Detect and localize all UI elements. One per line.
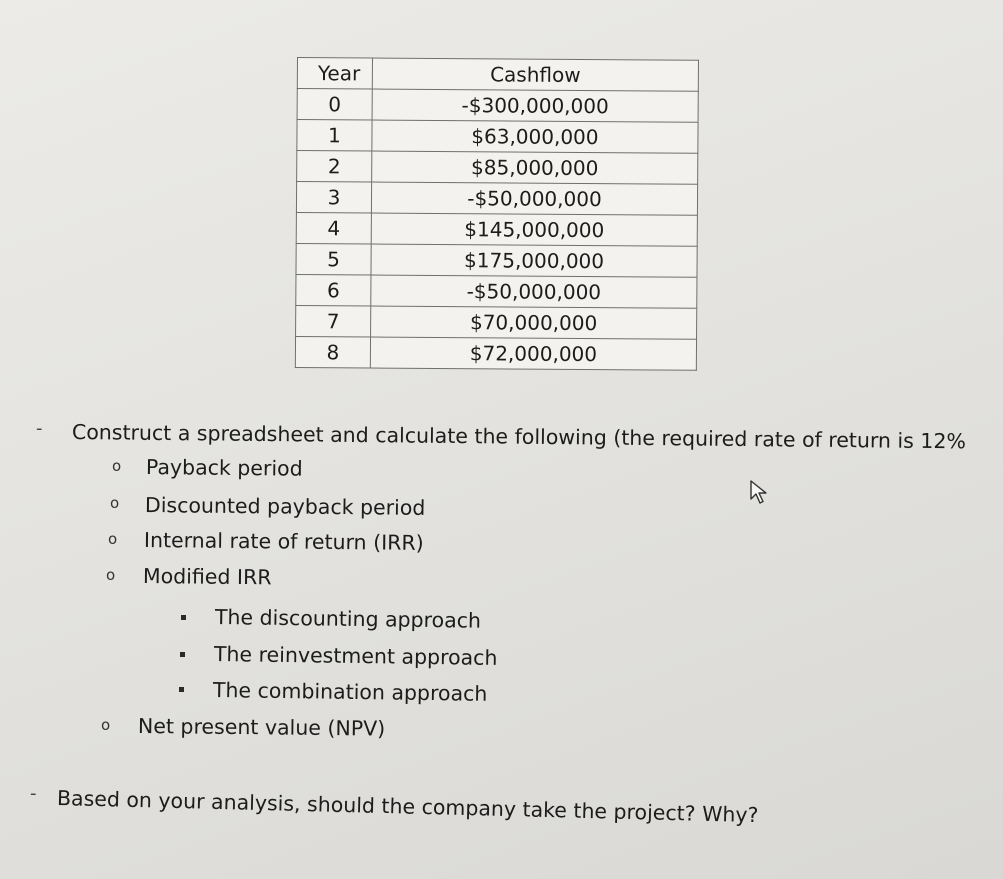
table-row [297,89,698,123]
sub-item-reinvestment: The reinvestment approach [213,642,498,670]
list-item-mirr: Modified IRR [142,564,272,590]
cashflow-cell: $72,000,000 [370,337,696,370]
year-cell: 5 [296,243,371,275]
year-cell: 1 [297,120,372,152]
cashflow-cell: $175,000,000 [371,244,697,277]
sub-item-discounting: The discounting approach [214,605,482,633]
table-row [296,182,697,216]
circle-bullet: o [112,457,122,475]
year-cell: 2 [297,151,372,183]
circle-bullet: o [108,530,118,548]
dash-bullet: - [36,418,43,439]
year-header: Year [297,58,372,90]
table-row [296,305,697,339]
circle-bullet: o [101,716,111,734]
table-row [297,120,698,154]
year-cell: 3 [296,182,371,214]
cashflow-cell: -$50,000,000 [371,275,697,308]
cashflow-header: Cashflow [372,58,698,91]
instruction-text: Construct a spreadsheet and calculate the following (the required rate of return is 12% [71,420,967,454]
sub-item-combination: The combination approach [212,678,488,706]
cashflow-cell: $145,000,000 [371,213,697,246]
circle-bullet: o [106,566,116,584]
table-row [295,336,696,370]
table-row [297,151,698,185]
cashflow-cell: -$300,000,000 [372,89,698,122]
list-item-npv: Net present value (NPV) [137,714,386,741]
square-bullet [180,652,185,657]
year-cell: 8 [295,336,370,368]
cashflow-cell: -$50,000,000 [371,182,697,215]
table-row [296,212,697,246]
cashflow-cell: $70,000,000 [371,306,697,339]
square-bullet [181,615,186,620]
question-text: Based on your analysis, should the company take the project? Why? [56,786,759,828]
table-header-row [297,58,698,92]
year-cell: 6 [296,274,371,306]
cashflow-cell: $63,000,000 [372,120,698,153]
year-cell: 4 [296,212,371,244]
year-cell: 0 [297,89,372,121]
list-item-discounted-payback: Discounted payback period [144,493,426,520]
cashflow-cell: $85,000,000 [372,151,698,184]
cashflow-table [295,57,699,371]
list-item-irr: Internal rate of return (IRR) [143,528,424,555]
table-row [296,243,697,277]
list-item-payback: Payback period [145,455,303,481]
mouse-cursor-icon [748,478,772,506]
year-cell: 7 [296,305,371,337]
square-bullet [179,687,184,692]
dash-bullet: - [30,783,37,804]
circle-bullet: o [110,494,120,512]
table-row [296,274,697,308]
